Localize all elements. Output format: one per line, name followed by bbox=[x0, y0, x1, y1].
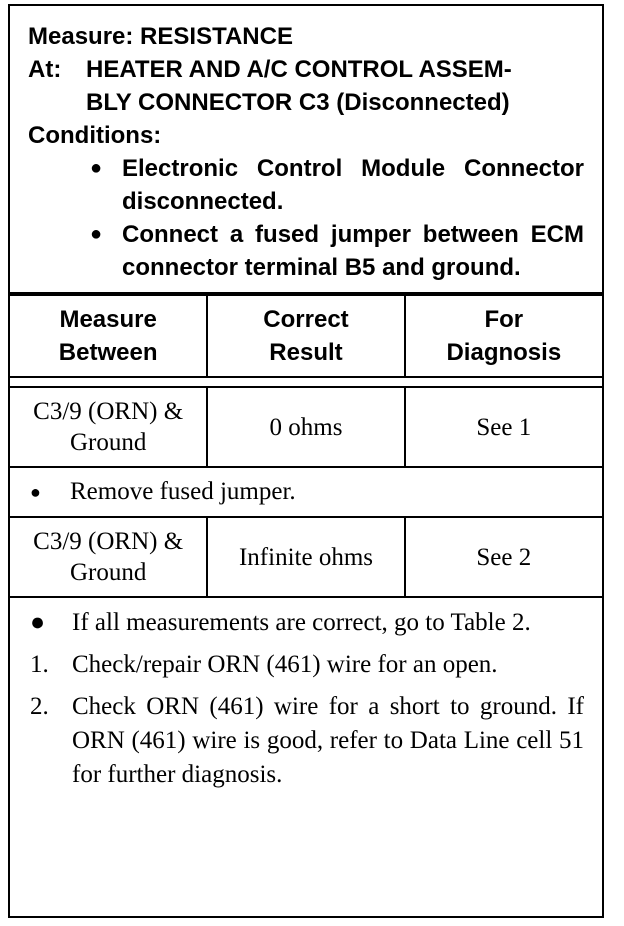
step-text: Check ORN (461) wire for a short to ground. If ORN (461) wire is good, refer to Data Line cell 51 for further diagnosis. bbox=[72, 693, 584, 788]
table-gap bbox=[10, 377, 602, 387]
cell-diagnosis: See 2 bbox=[405, 517, 602, 597]
measure-line bbox=[28, 20, 584, 53]
column-header: Measure Between bbox=[10, 295, 207, 377]
cell-result: Infinite ohms bbox=[207, 517, 404, 597]
bullet-icon: ● bbox=[30, 609, 46, 636]
conditions-list bbox=[28, 152, 584, 284]
cell-between: C3/9 (ORN) & Ground bbox=[10, 517, 207, 597]
footer-step bbox=[30, 690, 584, 792]
at-value-line1: HEATER AND A/C CONTROL ASSEM- bbox=[86, 56, 512, 83]
table-header-row bbox=[10, 295, 602, 377]
column-header: Correct Result bbox=[207, 295, 404, 377]
at-value-line2: BLY CONNECTOR C3 (Disconnected) bbox=[86, 89, 510, 116]
bullet-icon: ● bbox=[30, 482, 41, 503]
step-text: Check/repair ORN (461) wire for an open. bbox=[72, 651, 498, 678]
measure-value: RESISTANCE bbox=[140, 23, 293, 50]
diagnostic-chart bbox=[8, 4, 604, 918]
table-note-row bbox=[10, 467, 602, 517]
at-line bbox=[28, 53, 584, 86]
footer-bullet: ● If all measurements are correct, go to Table 2. bbox=[30, 606, 584, 640]
measurement-table bbox=[10, 294, 602, 598]
step-number: 2. bbox=[30, 693, 49, 720]
condition-item: ● Connect a fused jumper between ECM connector terminal B5 and ground. bbox=[90, 218, 584, 284]
table-note: ● Remove fused jumper. bbox=[10, 467, 602, 517]
cell-between: C3/9 (ORN) & Ground bbox=[10, 387, 207, 467]
conditions-label: Conditions: bbox=[28, 122, 162, 149]
measure-label: Measure: bbox=[28, 23, 134, 50]
column-header: For Diagnosis bbox=[405, 295, 602, 377]
condition-item: ● Electronic Control Module Connector disconnected. bbox=[90, 152, 584, 218]
chart-footer bbox=[10, 598, 602, 792]
table-row bbox=[10, 517, 602, 597]
step-number: 1. bbox=[30, 651, 49, 678]
footer-step bbox=[30, 648, 584, 682]
table-row bbox=[10, 387, 602, 467]
cell-diagnosis: See 1 bbox=[405, 387, 602, 467]
at-label: At: bbox=[28, 56, 62, 83]
chart-header bbox=[10, 6, 602, 294]
cell-result: 0 ohms bbox=[207, 387, 404, 467]
